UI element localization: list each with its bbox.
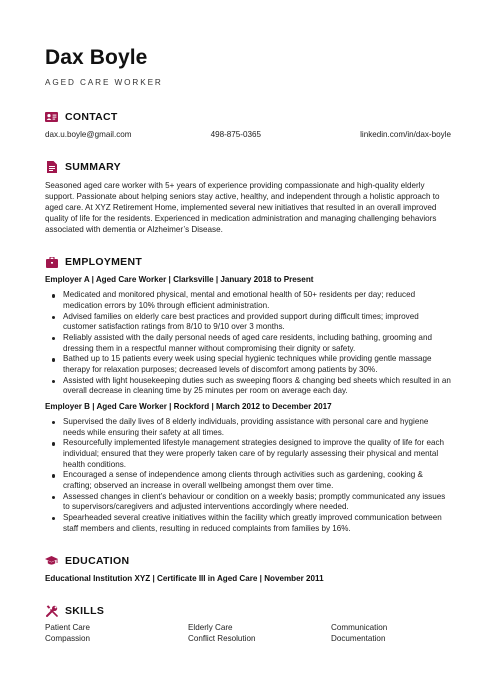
skills-section-header: [45, 604, 451, 618]
email-link[interactable]: dax.u.boyle@gmail.com: [45, 130, 132, 139]
education-heading: EDUCATION: [65, 555, 130, 568]
list-item: Bathed up to 15 patients every week using special hygienic techniques while providing gentle massage therapy for relaxation purposes; decreased levels of discomfort among patients by 30%.: [49, 354, 451, 375]
summary-section-header: [45, 160, 451, 174]
summary-heading: SUMMARY: [65, 161, 121, 173]
contact-card-icon: [45, 111, 58, 124]
job-header: Employer B | Aged Care Worker | Rockford | March 2012 to December 2017: [45, 402, 332, 412]
employment-heading: EMPLOYMENT: [65, 256, 143, 269]
job-header: Employer A | Aged Care Worker | Clarksville | January 2018 to Present: [45, 275, 314, 285]
job-title: AGED CARE WORKER: [45, 78, 163, 87]
education-section-header: [45, 554, 451, 568]
summary-text: Seasoned aged care worker with 5+ years of experience providing compassionate and high-quality elderly support. Passionate about helping seniors stay active, healthy, and independent through a holistic approach to aged care. At XYZ Retirement Home, implemented several new initiatives that resulted in an overall improved quality of life for the residents. Experienced in medication administration and managing challenging behaviors associated with dementia or Alzheimer’s Disease.: [45, 181, 440, 235]
employment-section-header: [45, 255, 451, 269]
job-bullet-list: [49, 417, 451, 534]
phone-number: 498-875-0365: [210, 130, 261, 139]
skill-item: Documentation: [331, 633, 386, 643]
candidate-name: Dax Boyle: [45, 46, 148, 69]
linkedin-link[interactable]: linkedin.com/in/dax-boyle: [360, 130, 451, 139]
skill-item: Elderly Care: [188, 623, 233, 633]
skill-item: Patient Care: [45, 623, 90, 633]
document-icon: [45, 161, 58, 174]
skills-heading: SKILLS: [65, 605, 105, 618]
education-entry: Educational Institution XYZ | Certificate III in Aged Care | November 2011: [45, 574, 324, 584]
contact-row: [45, 130, 451, 140]
graduation-cap-icon: [45, 555, 58, 568]
list-item: Encouraged a sense of independence among clients through activities such as gardening, cooking & crafting; observed an increase in overall wellbeing amongst them over time.: [49, 470, 451, 491]
list-item: Resourcefully implemented lifestyle management strategies designed to improve the quality of life for each individual; ensured that they were properly taken care of by regularly assessing their physical and mental health conditions.: [49, 438, 451, 470]
list-item: Supervised the daily lives of 8 elderly individuals, providing assistance with personal care and hygiene needs while ensuring their safety at all times.: [49, 417, 451, 438]
contact-heading: CONTACT: [65, 111, 118, 123]
list-item: Advised families on elderly care best practices and provided support during difficult times; improved customer satisfaction ratings from 8/10 to 9/10 over 3 months.: [49, 312, 451, 333]
resume-page: [45, 45, 451, 644]
skill-item: Communication: [331, 623, 388, 633]
contact-section-header: [45, 110, 451, 124]
briefcase-icon: [45, 256, 58, 269]
skills-grid: [45, 623, 451, 644]
list-item: Assessed changes in client’s behaviour or condition on a weekly basis; promptly communicated any issues to supervisors/caregivers and adjusted interventions accordingly where needed.: [49, 492, 451, 513]
job-bullet-list: [49, 290, 451, 397]
list-item: Assisted with light housekeeping duties such as sweeping floors & changing bed sheets which resulted in an overall decrease in cleaning time by 25 minutes per room on average each day.: [49, 376, 451, 397]
skill-item: Conflict Resolution: [188, 633, 256, 643]
list-item: Spearheaded several creative initiatives within the facility which greatly improved communication between staff members and clients, resulting in reduced complaints from families by 16%.: [49, 513, 451, 534]
skill-item: Compassion: [45, 633, 90, 643]
list-item: Reliably assisted with the daily personal needs of aged care residents, including bathing, grooming and dressing them in a respectful manner without compromising their dignity or safety.: [49, 333, 451, 354]
tools-icon: [45, 605, 58, 618]
list-item: Medicated and monitored physical, mental and emotional health of 50+ residents per day; reduced medication errors by 10% through efficient administration.: [49, 290, 451, 311]
